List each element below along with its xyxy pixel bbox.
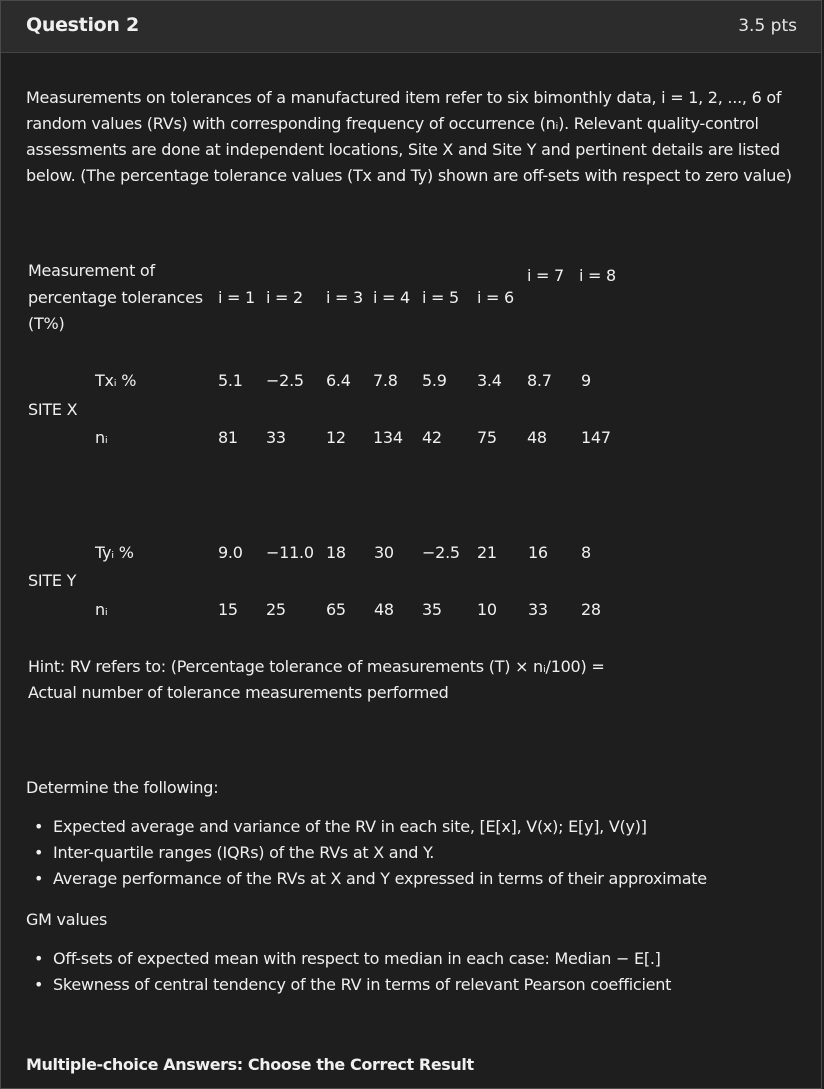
site-x-tx-cell: 9 <box>581 371 591 390</box>
site-y-ty-label: Tyᵢ % <box>95 543 134 562</box>
site-y-ty-cell: 9.0 <box>218 543 243 562</box>
question-points: 3.5 pts <box>738 16 797 36</box>
col-header: i = 2 <box>266 288 303 307</box>
site-x-tx-label: Txᵢ % <box>95 371 137 390</box>
site-x-n-cell: 33 <box>266 428 286 447</box>
site-x-tx-cell: 7.8 <box>373 371 398 390</box>
gm-values-line: GM values <box>26 910 108 929</box>
col-header: i = 1 <box>218 288 255 307</box>
site-x-n-cell: 75 <box>477 428 497 447</box>
hint-line-2: Actual number of tolerance measurements performed <box>28 683 449 702</box>
site-x-tx-cell: 3.4 <box>477 371 502 390</box>
site-y-ty-cell: −2.5 <box>422 543 460 562</box>
col-header: i = 4 <box>373 288 410 307</box>
site-x-tx-cell: 6.4 <box>326 371 351 390</box>
list-item: • Inter-quartile ranges (IQRs) of the RVs at X and Y. <box>26 840 806 866</box>
multiple-choice-heading: Multiple-choice Answers: Choose the Correct Result <box>26 1055 474 1074</box>
site-y-n-cell: 10 <box>477 600 497 619</box>
list-item: • Off-sets of expected mean with respect to median in each case: Median − E[.] <box>26 946 806 972</box>
hint-line-1: Hint: RV refers to: (Percentage tolerance of measurements (T) × nᵢ/100) = <box>28 657 605 676</box>
site-x-n-cell: 147 <box>581 428 611 447</box>
list-item: • Skewness of central tendency of the RV in terms of relevant Pearson coefficient <box>26 972 806 998</box>
site-y-ty-cell: 8 <box>581 543 591 562</box>
site-y-ty-cell: −11.0 <box>266 543 314 562</box>
site-x-label: SITE X <box>28 400 78 419</box>
site-x-n-label: nᵢ <box>95 428 108 447</box>
site-y-n-cell: 33 <box>528 600 548 619</box>
site-x-n-cell: 48 <box>527 428 547 447</box>
site-y-ty-cell: 18 <box>326 543 346 562</box>
site-x-n-cell: 42 <box>422 428 442 447</box>
col-header: i = 5 <box>422 288 459 307</box>
site-x-tx-cell: −2.5 <box>266 371 304 390</box>
question-intro: Measurements on tolerances of a manufactured item refer to six bimonthly data, i = 1, 2, ..., 6 of random values (RVs) with corresponding frequency of occurrence (nᵢ). Relevant quality-control assessments are done at independent locations, Site X and Site Y and pertinent details are listed below. (The percentage tolerance values (Tx and Ty) shown are off-sets with respect to zero value) <box>26 88 792 185</box>
site-x-tx-cell: 5.1 <box>218 371 243 390</box>
site-y-n-cell: 65 <box>326 600 346 619</box>
site-y-n-cell: 28 <box>581 600 601 619</box>
site-y-label: SITE Y <box>28 571 77 590</box>
site-x-tx-cell: 5.9 <box>422 371 447 390</box>
list-item: • Average performance of the RVs at X and Y expressed in terms of their approximate <box>26 866 806 892</box>
col-header: i = 8 <box>579 266 616 285</box>
question-title: Question 2 <box>26 14 139 36</box>
site-x-n-cell: 81 <box>218 428 238 447</box>
site-y-n-cell: 15 <box>218 600 238 619</box>
determine-list-2 <box>26 946 806 998</box>
list-item: • Expected average and variance of the RV in each site, [E[x], V(x); E[y], V(y)] <box>26 814 806 840</box>
site-x-n-cell: 134 <box>373 428 403 447</box>
table-header-label-1: Measurement of <box>28 261 155 280</box>
col-header: i = 3 <box>326 288 363 307</box>
site-y-n-label: nᵢ <box>95 600 108 619</box>
site-x-n-cell: 12 <box>326 428 346 447</box>
site-y-ty-cell: 16 <box>528 543 548 562</box>
site-y-n-cell: 25 <box>266 600 286 619</box>
hint-text <box>28 654 788 706</box>
question-header <box>1 1 821 53</box>
table-header-label-3: (T%) <box>28 314 65 333</box>
table-header-label-2: percentage tolerances <box>28 288 203 307</box>
site-y-n-cell: 48 <box>374 600 394 619</box>
site-y-ty-cell: 21 <box>477 543 497 562</box>
col-header: i = 6 <box>477 288 514 307</box>
col-header: i = 7 <box>527 266 564 285</box>
site-y-ty-cell: 30 <box>374 543 394 562</box>
determine-list-1 <box>26 814 806 892</box>
determine-heading: Determine the following: <box>26 778 219 797</box>
site-y-n-cell: 35 <box>422 600 442 619</box>
site-x-tx-cell: 8.7 <box>527 371 552 390</box>
